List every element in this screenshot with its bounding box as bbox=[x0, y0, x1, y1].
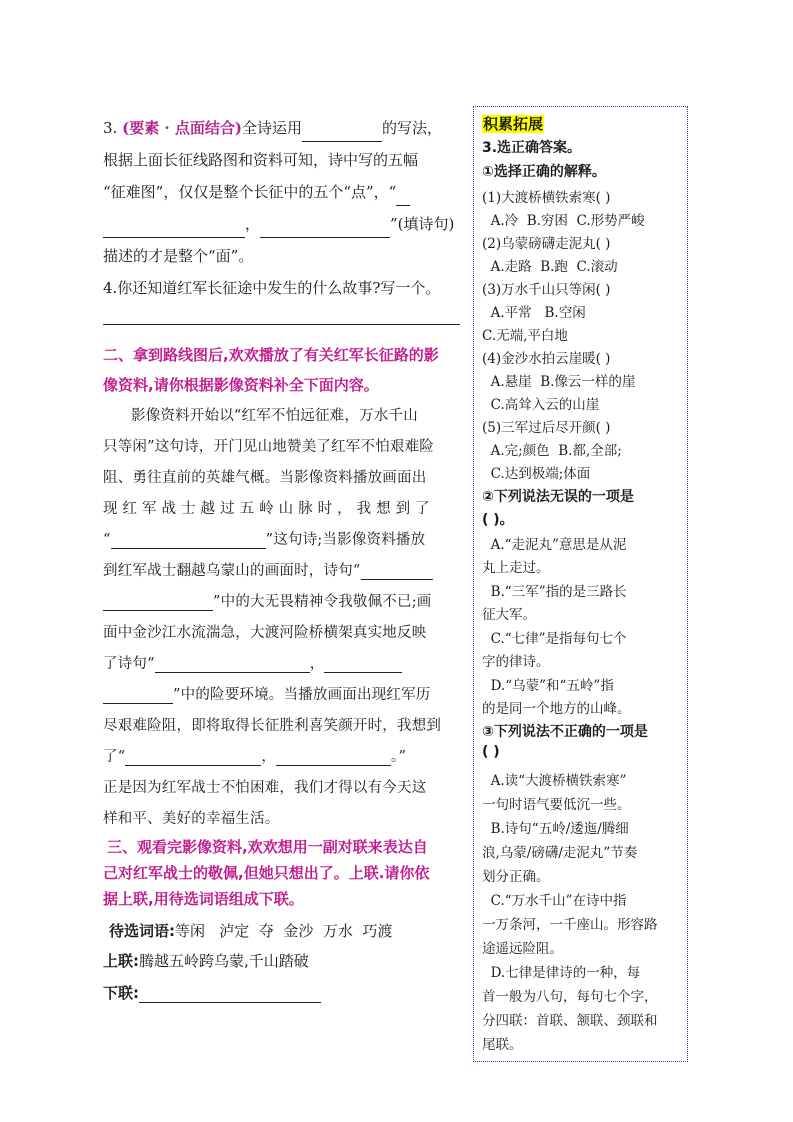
sidebar-item: (2)乌蒙磅礴走泥丸( ) bbox=[482, 236, 611, 252]
sec2-text-12c: 。” bbox=[391, 749, 407, 765]
q3-blank-method[interactable] bbox=[302, 125, 382, 142]
sec3-title-line2: 己对红军战士的敬佩,但她只想出了。上联.请你依 bbox=[103, 864, 430, 882]
q4-answer-line[interactable] bbox=[103, 324, 460, 325]
q3-text1: 全诗运用 bbox=[241, 119, 302, 137]
sec3-lower-blank[interactable] bbox=[139, 986, 321, 1003]
sidebar-item: (3)万水千山只等闲( ) bbox=[482, 282, 611, 298]
sec2-blank-2b[interactable] bbox=[103, 594, 213, 611]
sidebar-q2-line: A.“走泥丸”意思是从泥 bbox=[482, 537, 627, 553]
sec2-blank-3a[interactable] bbox=[155, 656, 310, 673]
sec2-para-line5 bbox=[103, 528, 425, 549]
sidebar-q2-line: 字的律诗。 bbox=[482, 654, 550, 670]
sidebar-q2-line: D.“乌蒙”和“五岭”指 bbox=[482, 678, 614, 694]
sec2-blank-3c[interactable] bbox=[103, 687, 173, 704]
sec2-para-line9 bbox=[103, 652, 402, 673]
sidebar-q3-line: A.读“大渡桥横铁索寒” bbox=[482, 773, 627, 789]
q3-line5: 描述的才是整个“面”。 bbox=[103, 247, 254, 265]
accumulation-sidebar bbox=[473, 106, 688, 1062]
sec3-lower-label: 下联: bbox=[103, 984, 139, 1002]
sidebar-item: A.完;颜色 B.都,全部; bbox=[482, 443, 622, 459]
sec2-para-line12 bbox=[103, 745, 406, 766]
sidebar-item: A.走路 B.跑 C.滚动 bbox=[482, 259, 618, 275]
sidebar-q3-line: 首一般为八句，每句七个字， bbox=[482, 989, 658, 1005]
sidebar-sub2: ②下列说法无误的一项是 bbox=[482, 489, 634, 505]
sec2-text-7b: ”中的大无畏精神令我敬佩不已;画 bbox=[213, 594, 432, 610]
sidebar-q2-line: C.“七律”是指每句七个 bbox=[482, 631, 627, 647]
sidebar-q3-line: D.七律是律诗的一种，每 bbox=[482, 965, 641, 981]
q3-line4 bbox=[103, 210, 454, 238]
sec2-title-line1: 二、拿到路线图后,欢欢播放了有关红军长征路的影 bbox=[103, 346, 439, 364]
sec3-words: 等闲 泸定 夺 金沙 万水 巧渡 bbox=[175, 922, 393, 940]
sidebar-tag-label: 积累拓展 bbox=[483, 115, 544, 133]
sec2-para-line10 bbox=[103, 683, 431, 704]
sec2-para-line1: 影像资料开始以“红军不怕远征难，万水千山 bbox=[131, 408, 418, 424]
sec2-para-line13: 正是因为红军战士不怕困难，我们才得以有今天这 bbox=[103, 780, 427, 796]
sec2-text-5b: ”这句诗;当影像资料播放 bbox=[265, 532, 426, 548]
sec2-title-line2: 像资料,请你根据影像资料补全下面内容。 bbox=[103, 376, 379, 394]
sidebar-item: C.无端,平白地 bbox=[482, 328, 568, 344]
sec3-lower-line bbox=[103, 982, 321, 1003]
sec2-para-line11: 尽艰难险阻，即将取得长征胜利喜笑颜开时，我想到 bbox=[103, 718, 442, 734]
sec2-comma-12: ， bbox=[261, 749, 277, 765]
sidebar-q2-line: B.“三军”指的是三路长 bbox=[482, 584, 627, 600]
sidebar-q3-line: 一句时语气要低沉一些。 bbox=[482, 797, 631, 813]
sidebar-item: (5)三军过后尽开颜( ) bbox=[482, 420, 611, 436]
sidebar-q3-line: C.“万水千山”在诗中指 bbox=[482, 893, 627, 909]
sidebar-heading: 3.选正确答案。 bbox=[482, 140, 582, 156]
sec2-comma-9: ， bbox=[309, 656, 325, 672]
sec2-blank-4a[interactable] bbox=[125, 749, 261, 766]
sidebar-q3-line: 途遥远险阻。 bbox=[482, 941, 563, 957]
sec2-para-line8: 面中金沙江水流湍急，大渡河险桥横架真实地反映 bbox=[103, 625, 427, 641]
sidebar-item: (4)金沙水拍云崖暖( ) bbox=[482, 351, 611, 367]
q3-text2: 的写法， bbox=[381, 119, 442, 137]
sec2-text-12a: 了“ bbox=[103, 749, 126, 765]
sec2-para-line2: 只等闲”这句诗，开门见山地赞美了红军不怕艰难险 bbox=[103, 439, 435, 455]
sidebar-q2-line: 征大军。 bbox=[482, 607, 536, 623]
sidebar-item: C.高耸入云的山崖 bbox=[482, 397, 600, 413]
q3-comma: ， bbox=[245, 215, 261, 233]
sec2-para-line14: 样和平、美好的幸福生活。 bbox=[103, 811, 280, 827]
sec3-words-label: 待选词语: bbox=[109, 922, 175, 940]
q3-line1 bbox=[103, 114, 442, 142]
sec2-text-10b: ”中的险要环境。当播放画面出现红军历 bbox=[173, 687, 431, 703]
sec3-upper-text: 腾越五岭跨乌蒙,千山踏破 bbox=[139, 952, 309, 970]
sidebar-item: A.悬崖 B.像云一样的崖 bbox=[482, 374, 636, 390]
sidebar-q3-line: 一万条河，一千座山。形容路 bbox=[482, 917, 658, 933]
sidebar-q2-line: 的是同一个地方的山峰。 bbox=[482, 701, 631, 717]
sec3-title-line3: 据上联,用待选词语组成下联。 bbox=[103, 890, 304, 908]
sidebar-q3-line: 分四联：首联、颔联、颈联和 bbox=[482, 1013, 658, 1029]
sidebar-item: C.达到极端;体面 bbox=[482, 466, 591, 482]
sidebar-item: A.冷 B.穷困 C.形势严峻 bbox=[482, 213, 645, 229]
sidebar-item: (1)大渡桥横铁索寒( ) bbox=[482, 190, 611, 206]
q3-fill-note: ”(填诗句) bbox=[390, 215, 455, 233]
sidebar-sub3-paren: ( ) bbox=[482, 744, 500, 760]
sidebar-q3-line: 尾联。 bbox=[482, 1037, 523, 1053]
sidebar-item: A.平常 B.空闲 bbox=[482, 305, 586, 321]
q3-blank-b[interactable] bbox=[103, 221, 245, 238]
sec2-blank-1[interactable] bbox=[111, 532, 266, 549]
sec2-para-line6 bbox=[103, 559, 433, 580]
sec2-para-line7 bbox=[103, 590, 432, 611]
sidebar-q3-line: B.诗句“五岭/逶迤/腾细 bbox=[482, 821, 629, 837]
q3-line3-text: “征难图”，仅仅是整个长征中的五个“点”，“ bbox=[103, 183, 397, 201]
sec3-words-line bbox=[109, 920, 392, 941]
sidebar-q3-line: 浪,乌蒙/磅礴/走泥丸”节奏 bbox=[482, 845, 638, 861]
sidebar-tag bbox=[482, 113, 544, 134]
q3-line3 bbox=[103, 178, 410, 206]
q4-question: 4.你还知道红军长征途中发生的什么故事?写一个。 bbox=[103, 279, 441, 297]
sec2-para-line4: 现 红 军 战 士 越 过 五 岭 山 脉 时 ， 我 想 到 了 bbox=[103, 501, 430, 517]
q3-number: 3. bbox=[103, 119, 118, 137]
q3-line2: 根据上面长征线路图和资料可知，诗中写的五幅 bbox=[103, 151, 419, 169]
sec2-text-9a: 了诗句“ bbox=[103, 656, 155, 672]
sidebar-q2-line: 丸上走过。 bbox=[482, 560, 550, 576]
sidebar-sub2-paren: ( )。 bbox=[482, 512, 514, 528]
sidebar-q3-line: 划分正确。 bbox=[482, 869, 550, 885]
sec2-blank-4b[interactable] bbox=[276, 749, 391, 766]
sec3-upper-label: 上联: bbox=[103, 952, 139, 970]
sec2-blank-3b[interactable] bbox=[324, 656, 402, 673]
quote-open: “ bbox=[103, 532, 111, 548]
sec2-para-line3: 阻、勇往直前的英雄气概。当影像资料播放画面出 bbox=[103, 470, 427, 486]
q3-tag: (要素 · 点面结合) bbox=[122, 119, 242, 137]
sec3-upper-line bbox=[103, 950, 309, 971]
q3-blank-c[interactable] bbox=[260, 221, 390, 238]
sec3-title-line1: 三、观看完影像资料,欢欢想用一副对联来表达自 bbox=[107, 838, 428, 856]
q3-blank-a[interactable] bbox=[396, 189, 410, 206]
sec2-text-6a: 到红军战士翻越乌蒙山的画面时，诗句“ bbox=[103, 563, 361, 579]
sidebar-sub3: ③下列说法不正确的一项是 bbox=[482, 724, 648, 740]
sidebar-sub1: ①选择正确的解释。 bbox=[482, 164, 606, 180]
sec2-blank-2a[interactable] bbox=[361, 563, 433, 580]
